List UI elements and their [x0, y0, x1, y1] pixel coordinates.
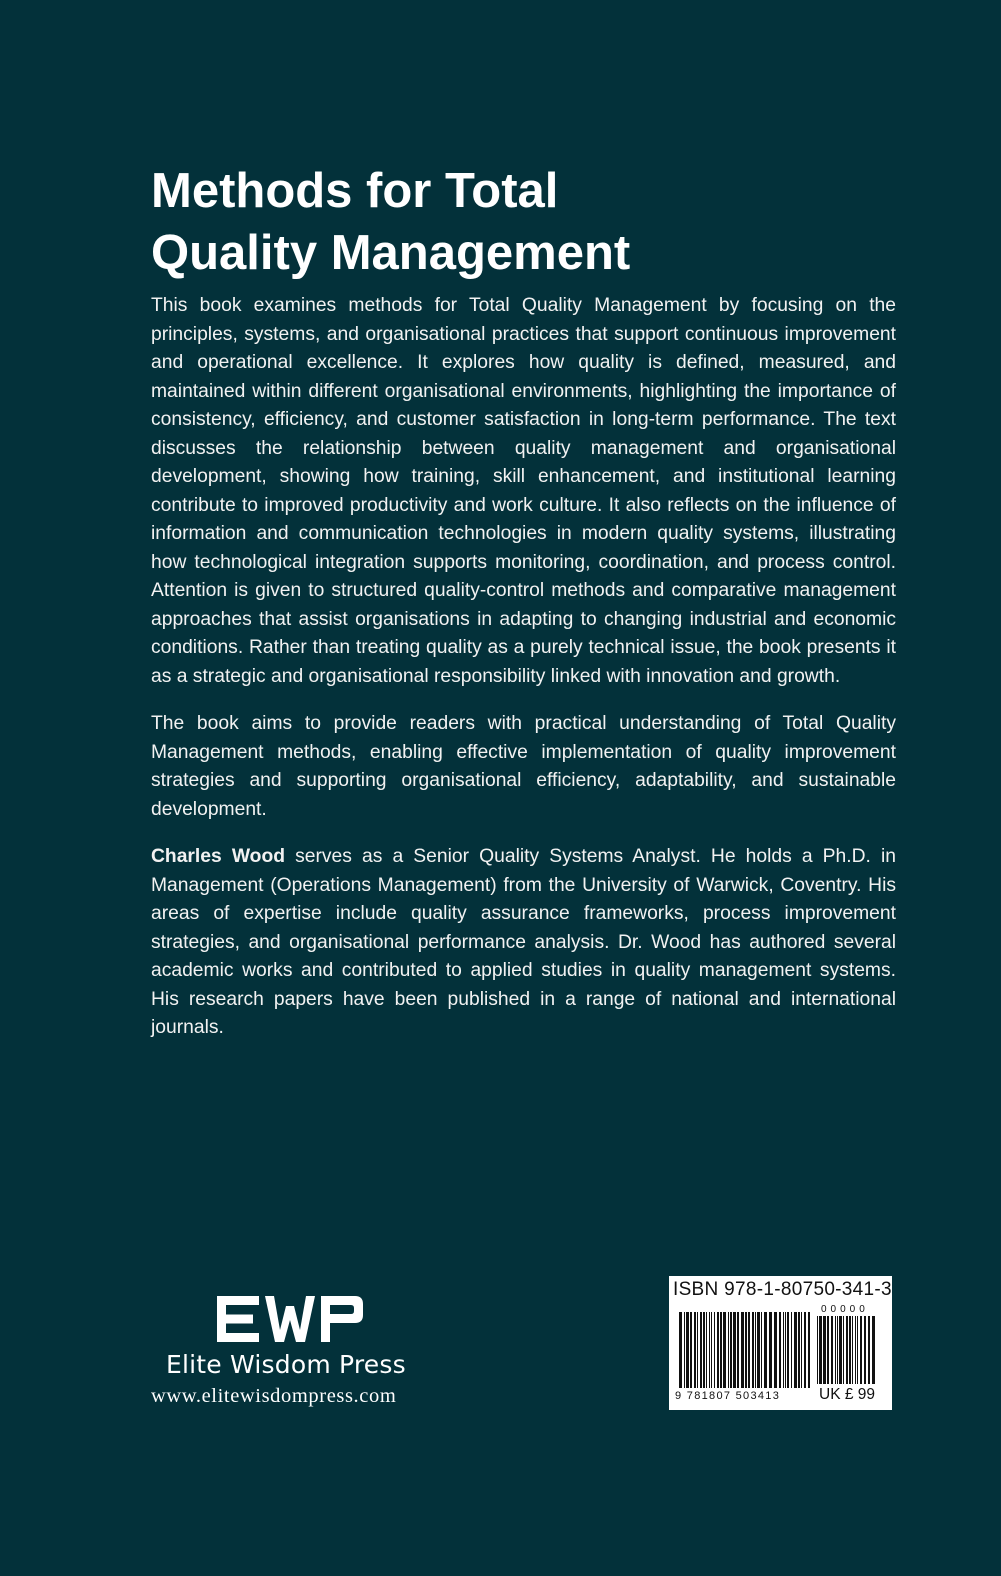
barcode-bar — [703, 1312, 705, 1388]
barcode-bar — [686, 1312, 689, 1388]
barcode-bar — [801, 1312, 802, 1388]
barcode-bar — [872, 1316, 875, 1384]
barcode-bar — [791, 1312, 792, 1388]
barcode-bar — [733, 1312, 736, 1388]
barcode-bar — [831, 1316, 833, 1384]
barcode-bar — [684, 1312, 685, 1388]
barcode-bar — [857, 1316, 858, 1384]
barcode-bar — [864, 1316, 866, 1384]
publisher-logo — [217, 1296, 367, 1342]
title-line-1: Methods for Total — [151, 164, 559, 218]
barcode-bar — [783, 1312, 784, 1388]
barcode-bar — [728, 1312, 729, 1388]
barcode-bar — [709, 1312, 710, 1388]
price-label: UK £ 99 — [819, 1386, 876, 1403]
author-bio — [151, 843, 896, 1043]
barcode-bar — [694, 1312, 696, 1388]
barcode-bar — [852, 1316, 853, 1384]
barcode-bar — [849, 1316, 851, 1384]
title-line-2: Quality Management — [151, 226, 631, 280]
addon-digits: 00000 — [821, 1304, 869, 1315]
barcode-bar — [868, 1316, 870, 1384]
barcode-bar — [787, 1312, 789, 1388]
barcode-bar — [717, 1312, 719, 1388]
barcode-bar — [690, 1312, 692, 1388]
isbn-label: ISBN 978-1-80750-341-3 — [673, 1279, 892, 1300]
barcode-bar — [837, 1316, 838, 1384]
book-title — [151, 160, 871, 284]
barcode-bar — [748, 1312, 750, 1388]
publisher-url: www.elitewisdompress.com — [151, 1385, 397, 1407]
barcode-bar — [827, 1316, 829, 1384]
author-name: Charles Wood — [151, 846, 286, 867]
barcode-bar — [804, 1312, 806, 1388]
barcode-bar — [752, 1312, 754, 1388]
barcode-bar — [819, 1316, 822, 1384]
isbn-barcode — [669, 1276, 892, 1410]
barcode-bar — [860, 1316, 862, 1384]
barcode-bar — [839, 1316, 842, 1384]
barcode-bar — [745, 1312, 747, 1388]
barcode-bar — [730, 1312, 732, 1388]
barcode-bar — [697, 1312, 698, 1388]
barcode-bar — [711, 1312, 712, 1388]
barcode-bar — [720, 1312, 722, 1388]
barcode-bar — [808, 1312, 810, 1388]
barcode-bar — [835, 1316, 836, 1384]
back-cover-blurb — [151, 292, 896, 1062]
description-paragraph-2: The book aims to provide readers with practical understanding of Total Quality Management methods, enabling effective implementation of quality improvement strategies and supporting organisational efficiency, adaptability, and sustainable development. — [151, 713, 896, 820]
barcode-addon-bars — [817, 1316, 881, 1388]
barcode-bars — [679, 1312, 813, 1388]
barcode-bar — [855, 1316, 856, 1384]
barcode-bar — [706, 1312, 707, 1388]
description-paragraph-1: This book examines methods for Total Quality Management by focusing on the principles, systems, and organisational practices that support continuous improvement and operational excellence. It explores how quality is defined, measured, and maintained within different organisational environments, highlighting the importance of consistency, efficiency, and customer satisfaction in long-term performance. The text discusses the relationship between quality management and organisational development, showing how training, skill enhancement, and institutional learning contribute to improved productivity and work culture. It also reflects on the influence of information and communication technologies in modern quality systems, illustrating how technological integration supports monitoring, coordination, and process control. Attention is given to structured quality-control methods and comparative management approaches that assist organisations in adapting to changing industrial and economic conditions. Rather than treating quality as a purely technical issue, the book presents it as a strategic and organisational responsibility linked with innovation and growth. — [151, 295, 896, 687]
barcode-bar — [761, 1312, 762, 1388]
barcode-bar — [679, 1312, 682, 1388]
barcode-bar — [757, 1312, 760, 1388]
barcode-bar — [714, 1312, 715, 1388]
barcode-bar — [737, 1312, 739, 1388]
barcode-bar — [817, 1316, 818, 1384]
barcode-bar — [741, 1312, 744, 1388]
barcode-bar — [700, 1312, 702, 1388]
barcode-bar — [798, 1312, 800, 1388]
author-bio-text: serves as a Senior Quality Systems Analyst. He holds a Ph.D. in Management (Operations Management) from the University of Warwick, Coventry. His areas of expertise include quality assurance frameworks, process improvement strategies, and organisational performance analysis. Dr. Wood has authored several academic works and contributed to applied studies in quality management systems. His research papers have been published in a range of national and international journals. — [151, 846, 897, 1038]
publisher-name: Elite Wisdom Press — [166, 1350, 406, 1379]
barcode-bar — [764, 1312, 767, 1388]
barcode-bar — [794, 1312, 797, 1388]
barcode-bar — [846, 1316, 848, 1384]
publisher-block — [151, 1296, 451, 1408]
barcode-bar — [779, 1312, 781, 1388]
barcode-bar — [769, 1312, 772, 1388]
barcode-digits: 9 781807 503413 — [675, 1390, 781, 1402]
barcode-bar — [843, 1316, 844, 1384]
barcode-bar — [755, 1312, 756, 1388]
barcode-bar — [723, 1312, 726, 1388]
barcode-bar — [785, 1312, 786, 1388]
barcode-bar — [823, 1316, 826, 1384]
barcode-bar — [774, 1312, 777, 1388]
